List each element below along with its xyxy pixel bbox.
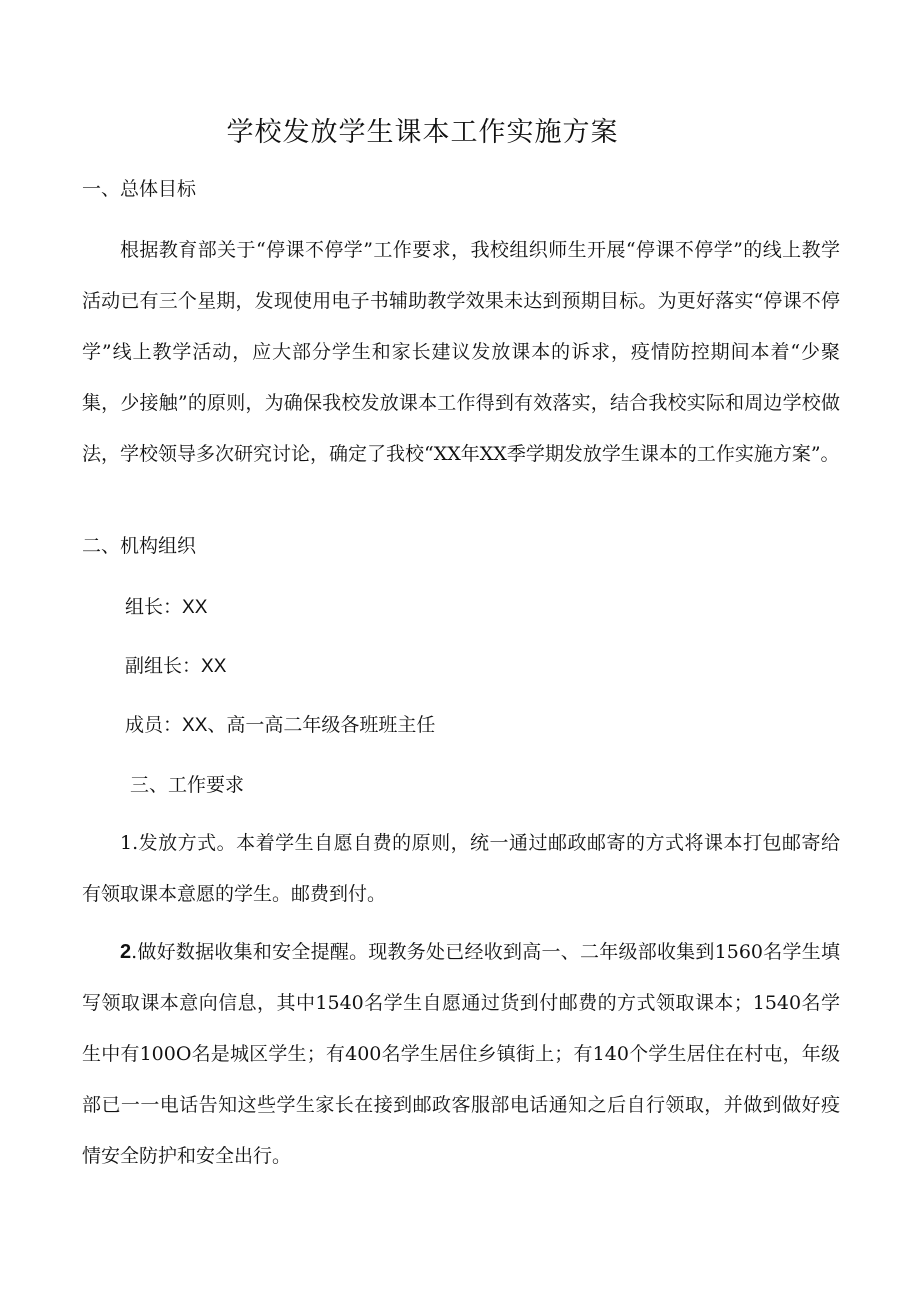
requirement-item-1: 1.发放方式。本着学生自愿自费的原则，统一通过邮政邮寄的方式将课本打包邮寄给有领取课本意愿的学生。邮费到付。	[82, 832, 840, 905]
leader-label: 组长：	[125, 596, 183, 618]
deputy-leader-label: 副组长：	[125, 655, 202, 677]
members-label: 成员：	[125, 714, 183, 736]
requirement-item-2	[82, 927, 840, 1182]
members-value: XX、高一高二年级各班班主任	[182, 715, 436, 736]
requirement-item-2-text: .做好数据收集和安全提醒。现教务处已经收到高一、二年级部收集到1560名学生填写领取课本意向信息，其中1540名学生自愿通过货到付邮费的方式领取课本；1540名学生中有100O名是城区学生；有400名学生居住乡镇街上；有140个学生居住在村屯，年级部已一一电话告知这些学生家长在接到邮政客服部电话通知之后自行领取，并做到做好疫情安全防护和安全出行。	[82, 941, 840, 1167]
deputy-leader-line	[125, 651, 226, 682]
leader-line	[125, 592, 207, 623]
overall-goal-paragraph: 根据教育部关于“停课不停学”工作要求，我校组织师生开展“停课不停学”的线上教学活动已有三个星期，发现使用电子书辅助教学效果未达到预期目标。为更好落实“停课不停学”线上教学活动，应大部分学生和家长建议发放课本的诉求，疫情防控期间本着“少聚集，少接触”的原则，为确保我校发放课本工作得到有效落实，结合我校实际和周边学校做法，学校领导多次研究讨论，确定了我校“XX年XX季学期发放学生课本的工作实施方案”。	[82, 239, 840, 465]
section-heading-overall-goal: 一、总体目标	[82, 178, 197, 200]
section-heading-work-requirements: 三、工作要求	[130, 774, 245, 796]
document-title: 学校发放学生课本工作实施方案	[226, 117, 619, 148]
members-line	[125, 710, 435, 741]
deputy-leader-value: XX	[201, 656, 227, 677]
requirement-item-2-number: 2	[120, 941, 132, 963]
leader-value: XX	[182, 597, 208, 618]
section-heading-organization: 二、机构组织	[82, 535, 197, 557]
